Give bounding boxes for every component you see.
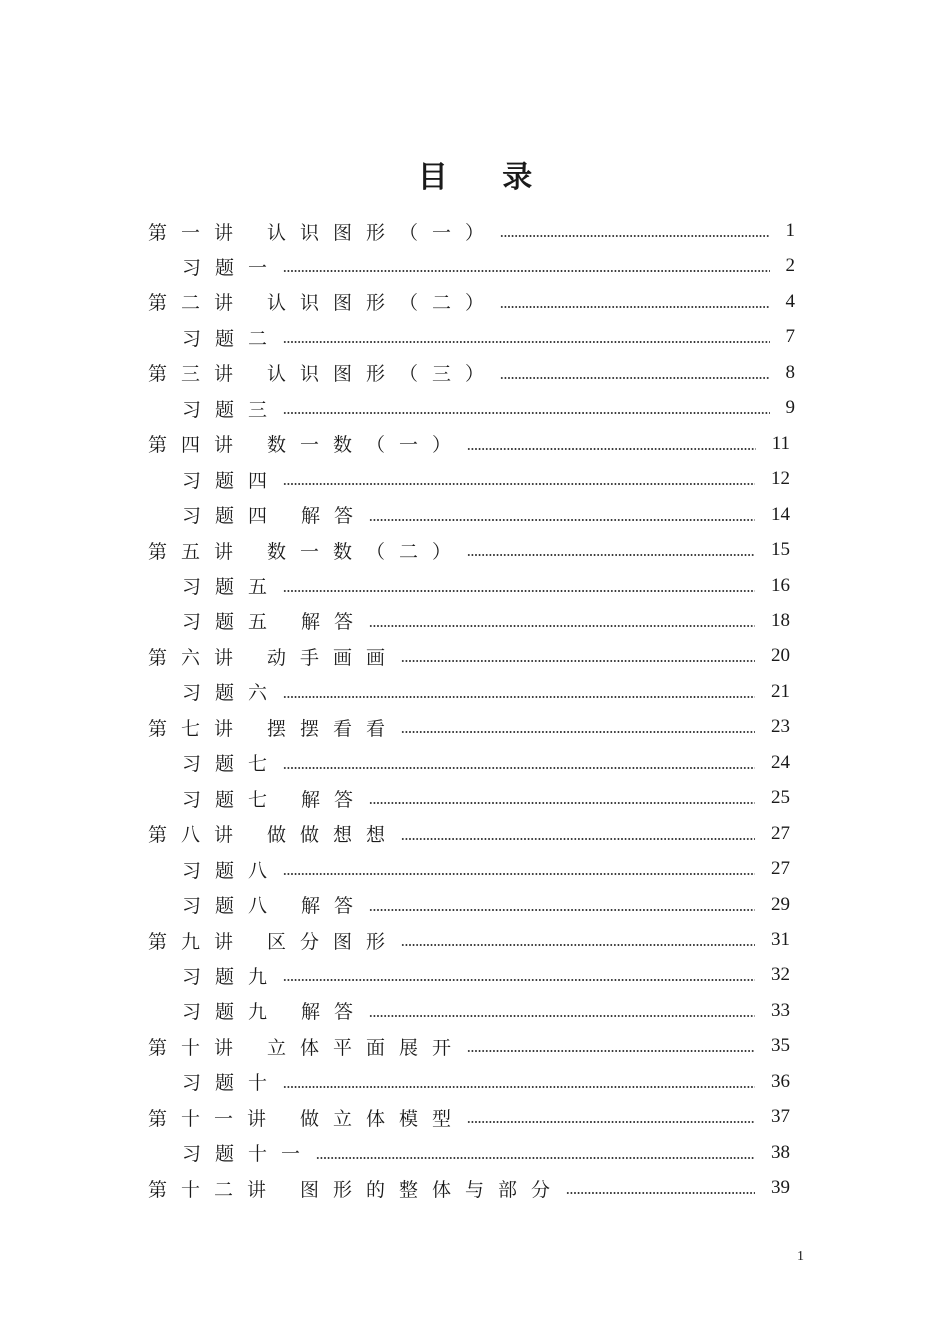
toc-entry[interactable] xyxy=(182,603,790,639)
toc-entry-page: 14 xyxy=(771,503,790,525)
dot-leader xyxy=(369,519,755,521)
toc-entry-page: 2 xyxy=(785,255,795,277)
dot-leader xyxy=(283,270,769,272)
dot-leader xyxy=(401,660,755,662)
toc-entry-label: 习题九 xyxy=(182,965,282,988)
toc-entry-label: 第十一讲 做立体模型 xyxy=(148,1107,466,1130)
toc-entry-page: 16 xyxy=(771,574,790,596)
toc-entry-page: 11 xyxy=(771,432,790,454)
toc-entry-label: 习题二 xyxy=(182,327,282,350)
dot-leader xyxy=(369,802,755,804)
dot-leader xyxy=(283,412,769,414)
toc-entry[interactable] xyxy=(182,780,790,816)
toc-entry-label: 习题十一 xyxy=(182,1143,315,1166)
toc-entry-page: 23 xyxy=(771,716,790,738)
toc-entry-page: 25 xyxy=(771,787,790,809)
toc-entry-label: 习题三 xyxy=(182,398,282,421)
dot-leader xyxy=(283,590,755,592)
toc-entry[interactable] xyxy=(182,887,790,923)
dot-leader xyxy=(467,1121,755,1123)
toc-entry[interactable] xyxy=(148,638,790,674)
dot-leader xyxy=(316,1157,755,1159)
toc-entry[interactable] xyxy=(182,461,790,497)
dot-leader xyxy=(369,909,755,911)
toc-entry-page: 7 xyxy=(785,326,795,348)
dot-leader xyxy=(467,448,756,450)
toc-entry-label: 习题八 解答 xyxy=(182,895,368,918)
dot-leader xyxy=(283,483,755,485)
toc-entry-page: 24 xyxy=(771,751,790,773)
toc-entry-label: 习题六 xyxy=(182,682,282,705)
toc-entry-label: 第五讲 数一数（二） xyxy=(148,540,466,563)
toc-entry-page: 38 xyxy=(771,1141,790,1163)
toc-entry-label: 第一讲 认识图形（一） xyxy=(148,221,499,244)
toc-entry-page: 32 xyxy=(771,964,790,986)
toc-entry[interactable] xyxy=(182,993,790,1029)
toc-entry[interactable] xyxy=(182,1135,790,1171)
dot-leader xyxy=(500,306,769,308)
toc-entry[interactable] xyxy=(182,497,790,533)
dot-leader xyxy=(401,731,755,733)
toc-title: 目 录 xyxy=(417,160,555,195)
toc-entry-page: 20 xyxy=(771,645,790,667)
toc-entry-page: 29 xyxy=(771,893,790,915)
toc-entry-page: 12 xyxy=(771,468,790,490)
toc-entry-page: 27 xyxy=(771,822,790,844)
toc-entry-label: 第十讲 立体平面展开 xyxy=(148,1036,466,1059)
toc-entry-label: 习题五 xyxy=(182,576,282,598)
toc-entry-page: 27 xyxy=(771,858,790,880)
dot-leader xyxy=(401,838,755,840)
toc-entry-page: 18 xyxy=(771,609,790,631)
toc-entry-label: 习题八 xyxy=(182,859,282,882)
dot-leader xyxy=(500,377,769,379)
dot-leader xyxy=(401,944,755,946)
toc-entry-label: 第七讲 摆摆看看 xyxy=(148,717,400,740)
dot-leader xyxy=(467,1050,755,1052)
toc-entry[interactable] xyxy=(148,1028,790,1064)
toc-entry-page: 33 xyxy=(771,999,790,1021)
toc-entry[interactable] xyxy=(148,922,790,958)
toc-entry[interactable] xyxy=(182,745,790,781)
toc-entry[interactable] xyxy=(182,1064,790,1100)
toc-entry-label: 习题七 解答 xyxy=(182,788,368,811)
toc-entry[interactable] xyxy=(148,532,790,568)
toc-entry[interactable] xyxy=(148,213,795,249)
toc-entry-label: 第六讲 动手画画 xyxy=(148,646,400,669)
toc-entry-label: 习题七 xyxy=(182,753,282,776)
toc-entry[interactable] xyxy=(148,355,795,391)
toc-entry-page: 15 xyxy=(771,539,790,561)
toc-entry-page: 36 xyxy=(771,1070,790,1092)
toc-entry[interactable] xyxy=(182,248,795,284)
toc-entry-page: 35 xyxy=(771,1035,790,1057)
toc-entry-label: 第八讲 做做想想 xyxy=(148,824,400,847)
toc-entry[interactable] xyxy=(182,568,790,604)
toc-entry[interactable] xyxy=(182,674,790,710)
toc-entry-page: 4 xyxy=(785,290,795,312)
toc-entry-label: 第四讲 数一数（一） xyxy=(148,434,466,457)
toc-entry[interactable] xyxy=(148,1170,790,1206)
toc-entry[interactable] xyxy=(148,284,795,320)
dot-leader xyxy=(369,625,755,627)
toc-entry[interactable] xyxy=(182,390,795,426)
toc-entry[interactable] xyxy=(182,319,795,355)
toc-entry[interactable] xyxy=(182,957,790,993)
toc-entry[interactable] xyxy=(148,816,790,852)
toc-entry-label: 习题四 解答 xyxy=(182,505,368,528)
toc-entry[interactable] xyxy=(148,1099,790,1135)
toc-entry-label: 习题一 xyxy=(182,256,282,279)
page-number: 1 xyxy=(797,1249,804,1264)
toc-entry-label: 第十二讲 图形的整体与部分 xyxy=(148,1178,565,1201)
toc-entry-page: 31 xyxy=(771,929,790,950)
toc-entry-page: 8 xyxy=(785,361,795,383)
dot-leader xyxy=(283,767,755,769)
dot-leader xyxy=(283,1086,755,1088)
dot-leader xyxy=(283,873,755,875)
dot-leader xyxy=(369,1015,755,1017)
toc-entry-label: 习题九 解答 xyxy=(182,1001,368,1024)
dot-leader xyxy=(500,235,769,237)
dot-leader xyxy=(283,979,755,981)
toc-entry-label: 习题五 解答 xyxy=(182,611,368,634)
toc-entry-label: 第三讲 认识图形（三） xyxy=(148,363,499,386)
dot-leader xyxy=(467,554,755,556)
toc-entry-label: 习题十 xyxy=(182,1072,282,1095)
dot-leader xyxy=(283,341,769,343)
toc-entry-page: 39 xyxy=(771,1177,790,1199)
dot-leader xyxy=(566,1192,755,1194)
toc-entry-label: 习题四 xyxy=(182,469,282,492)
toc-entry[interactable] xyxy=(182,851,790,887)
toc-entry-page: 21 xyxy=(771,680,790,702)
toc-entry[interactable] xyxy=(148,709,790,745)
toc-entry-page: 1 xyxy=(785,220,795,241)
toc-entry-page: 9 xyxy=(785,397,795,419)
toc-entry-page: 37 xyxy=(771,1106,790,1128)
dot-leader xyxy=(283,696,755,698)
toc-entry[interactable] xyxy=(148,426,790,462)
toc-entry-label: 第九讲 区分图形 xyxy=(148,930,400,953)
toc-entry-label: 第二讲 认识图形（二） xyxy=(148,292,499,315)
